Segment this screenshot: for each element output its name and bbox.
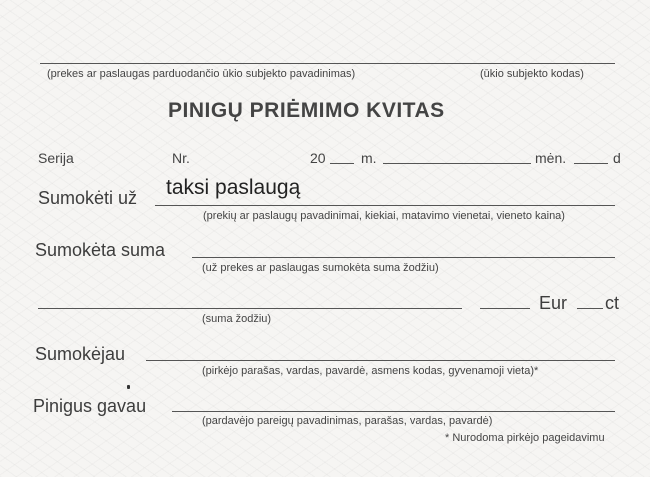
paid-for-line (155, 205, 615, 206)
company-code-caption: (ūkio subjekto kodas) (480, 68, 584, 80)
document-title: PINIGŲ PRIĖMIMO KVITAS (168, 99, 445, 122)
amount-caption: (už prekes ar paslaugas sumokėta suma žodžiu) (202, 262, 439, 274)
pen-mark (127, 385, 130, 389)
year-line (330, 163, 354, 164)
month-line (383, 163, 531, 164)
seller-caption: (prekes ar paslaugas parduodančio ūkio subjekto pavadinimas) (47, 68, 356, 80)
series-label: Serija (38, 150, 74, 166)
receiver-line (172, 411, 615, 412)
eur-label: Eur (539, 293, 568, 313)
receiver-label: Pinigus gavau (33, 396, 147, 416)
day-label: d (613, 150, 621, 166)
paid-for-label: Sumokėti už (38, 188, 138, 208)
paid-for-value: taksi paslaugą (166, 176, 301, 199)
receiver-caption: (pardavėjo pareigų pavadinimas, parašas, vardas, pavardė) (202, 415, 493, 427)
year-prefix: 20 (310, 150, 326, 166)
day-line (574, 163, 608, 164)
amount-line (192, 257, 615, 258)
payer-caption: (pirkėjo parašas, vardas, pavardė, asmens kodas, gyvenamoji vieta)* (202, 365, 539, 377)
amount-words-line (38, 308, 462, 309)
year-suffix: m. (361, 150, 377, 166)
payer-line (146, 360, 615, 361)
footnote: * Nurodoma pirkėjo pageidavimu (445, 432, 605, 444)
amount-words-caption: (suma žodžiu) (202, 313, 272, 325)
ct-label: ct (605, 293, 620, 313)
number-label: Nr. (172, 150, 190, 166)
payer-label: Sumokėjau (35, 344, 126, 364)
amount-label: Sumokėta suma (35, 240, 166, 260)
eur-line (480, 308, 530, 309)
seller-name-line (40, 63, 615, 64)
paid-for-caption: (prekių ar paslaugų pavadinimai, kiekiai, matavimo vienetai, vieneto kaina) (203, 210, 565, 222)
month-label: mėn. (535, 150, 567, 166)
ct-line (577, 308, 603, 309)
